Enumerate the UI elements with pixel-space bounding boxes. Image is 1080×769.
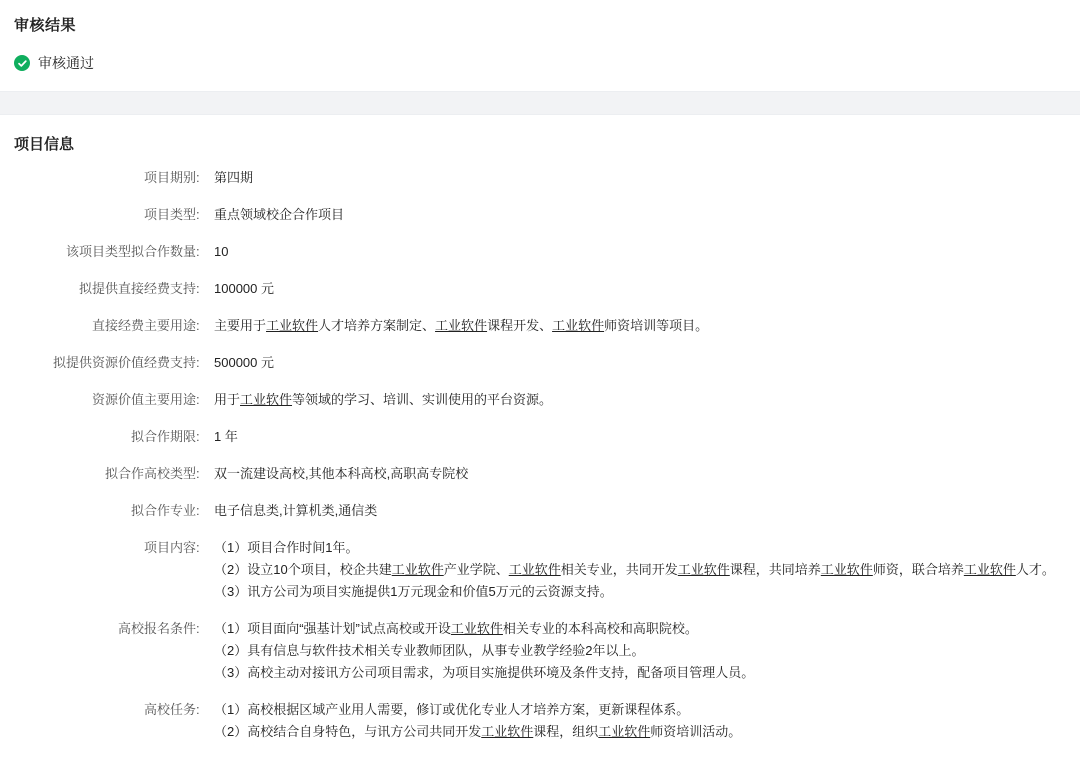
field-value: 用于工业软件等领域的学习、培训、实训使用的平台资源。	[214, 392, 553, 407]
field-value-line: （1）高校根据区域产业用人需要，修订或优化专业人才培养方案，更新课程体系。	[214, 702, 690, 717]
field-label: 直接经费主要用途	[91, 318, 196, 333]
field-row	[0, 168, 1080, 187]
field-label: 高校任务	[143, 702, 196, 717]
field-colon: :	[196, 318, 200, 333]
field-colon: :	[196, 466, 200, 481]
field-row	[0, 619, 1080, 682]
field-label: 项目期别	[143, 170, 196, 185]
field-value: 电子信息类,计算机类,通信类	[214, 503, 378, 518]
field-label: 资源价值主要用途	[91, 392, 196, 407]
field-label: 拟合作高校类型	[104, 466, 196, 481]
field-row	[0, 390, 1080, 409]
field-value-multiline	[206, 619, 1080, 682]
field-row	[0, 353, 1080, 372]
field-row	[0, 700, 1080, 741]
field-colon: :	[196, 429, 200, 444]
project-info-section	[0, 115, 1080, 769]
field-colon: :	[196, 170, 200, 185]
check-circle-icon	[14, 55, 30, 71]
field-value: 10	[214, 244, 229, 259]
field-value: 第四期	[214, 170, 254, 185]
field-colon: :	[196, 503, 200, 518]
field-row	[0, 538, 1080, 601]
field-label: 拟合作期限	[130, 429, 196, 444]
field-value-line: （3）高校主动对接讯方公司项目需求，为项目实施提供环境及条件支持，配备项目管理人员。	[214, 665, 755, 680]
field-colon: :	[196, 702, 200, 717]
field-label: 项目类型	[143, 207, 196, 222]
field-colon: :	[196, 281, 200, 296]
field-value: 1 年	[214, 429, 238, 444]
field-colon: :	[196, 621, 200, 636]
review-status-row	[0, 53, 1080, 73]
field-value-line: （1）项目合作时间1年。	[214, 540, 359, 555]
field-value: 100000 元	[214, 281, 274, 296]
field-row	[0, 501, 1080, 520]
field-row	[0, 464, 1080, 483]
field-value-line: （1）项目面向“强基计划”试点高校或开设工业软件相关专业的本科高校和高职院校。	[214, 621, 698, 636]
field-value-line: （3）讯方公司为项目实施提供1万元现金和价值5万元的云资源支持。	[214, 584, 613, 599]
field-row	[0, 427, 1080, 446]
project-info-title: 项目信息	[14, 136, 75, 153]
field-colon: :	[196, 355, 200, 370]
field-value-line: （2）设立10个项目，校企共建工业软件产业学院、工业软件相关专业，共同开发工业软件课程，共同培养工业软件师资，联合培养工业软件人才。	[214, 562, 1055, 577]
field-row	[0, 205, 1080, 224]
field-value-multiline	[206, 538, 1080, 601]
field-value-line: （2）具有信息与软件技术相关专业教师团队，从事专业教学经验2年以上。	[214, 643, 645, 658]
field-label: 项目内容	[143, 540, 196, 555]
field-value: 500000 元	[214, 355, 274, 370]
field-value: 双一流建设高校,其他本科高校,高职高专院校	[214, 466, 469, 481]
review-status-text: 审核通过	[38, 55, 94, 71]
field-label: 该项目类型拟合作数量	[65, 244, 196, 259]
field-label: 高校报名条件	[117, 621, 196, 636]
review-result-title: 审核结果	[14, 17, 77, 34]
field-row	[0, 242, 1080, 261]
field-colon: :	[196, 207, 200, 222]
field-colon: :	[196, 540, 200, 555]
field-row	[0, 279, 1080, 298]
field-value: 重点领域校企合作项目	[214, 207, 345, 222]
field-label: 拟提供直接经费支持	[78, 281, 196, 296]
field-colon: :	[196, 244, 200, 259]
field-value-multiline	[206, 700, 1080, 741]
field-label: 拟提供资源价值经费支持	[52, 355, 196, 370]
section-divider-band	[0, 91, 1080, 115]
field-value-line: （2）高校结合自身特色，与讯方公司共同开发工业软件课程，组织工业软件师资培训活动。	[214, 724, 742, 739]
field-value: 主要用于工业软件人才培养方案制定、工业软件课程开发、工业软件师资培训等项目。	[214, 318, 709, 333]
field-label: 拟合作专业	[130, 503, 196, 518]
field-row	[0, 316, 1080, 335]
field-colon: :	[196, 392, 200, 407]
review-result-section	[0, 0, 1080, 91]
